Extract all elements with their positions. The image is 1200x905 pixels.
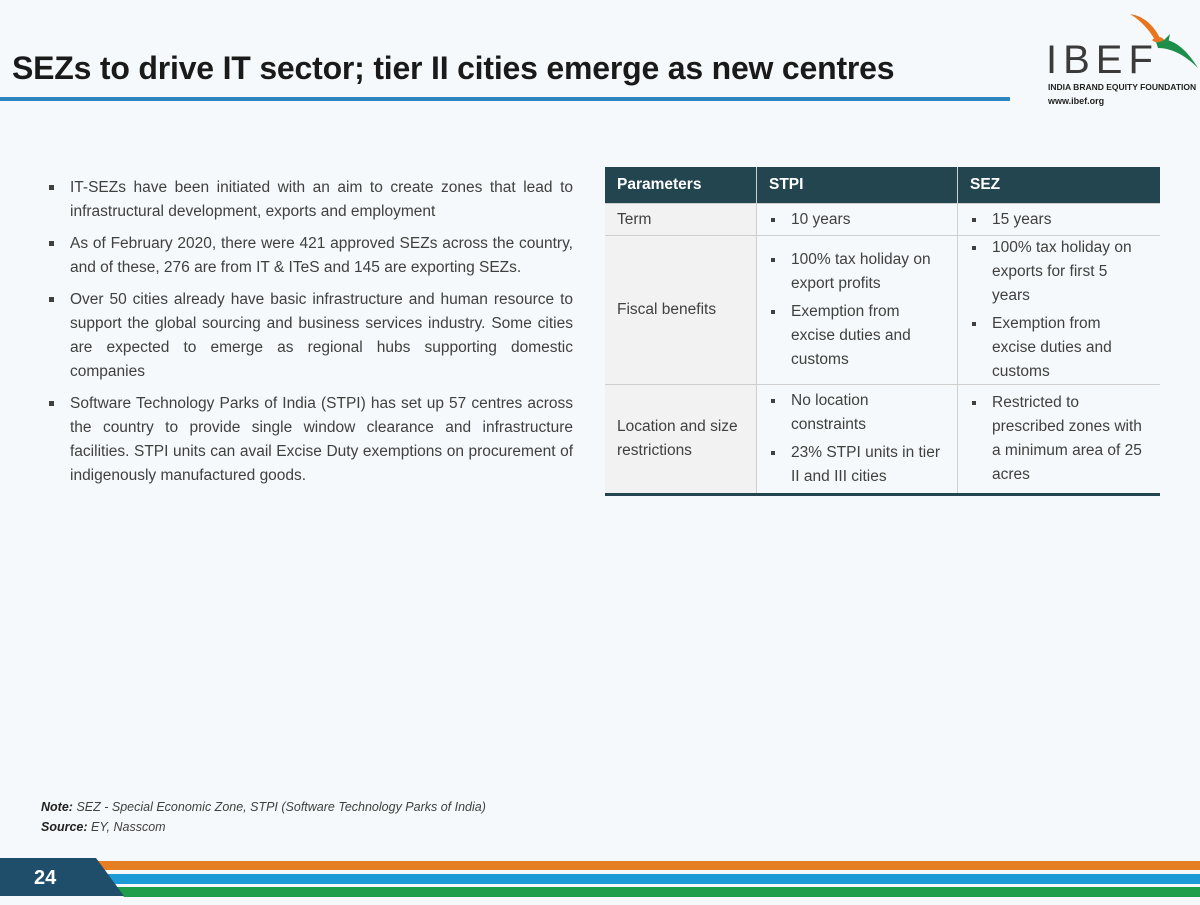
bullet-item: IT-SEZs have been initiated with an aim to create zones that lead to infrastructural development, exports and employment [46,176,573,224]
bullet-square-icon [49,185,54,190]
cell-bullet: 100% tax holiday on export profits [769,248,945,296]
stpi-cell [757,236,958,385]
footnotes [41,797,486,837]
cell-bullet: 10 years [769,208,945,232]
cell-bullet: 15 years [970,208,1148,232]
cell-bullet: 100% tax holiday on exports for first 5 years [970,236,1148,308]
cell-bullet: Restricted to prescribed zones with a minimum area of 25 acres [970,391,1148,487]
sez-cell [958,385,1161,495]
bullet-list [46,176,573,496]
row-param: Location and size restrictions [605,385,757,495]
bullet-square-icon [49,241,54,246]
title-underline [0,97,1010,101]
header-parameters: Parameters [605,167,757,204]
page-title: SEZs to drive IT sector; tier II cities emerge as new centres [12,50,895,86]
page-number: 24 [34,867,57,889]
table-row [605,385,1160,495]
footer-bar [0,858,1200,900]
table-header-row [605,167,1160,204]
stpi-cell [757,385,958,495]
logo-tagline: INDIA BRAND EQUITY FOUNDATION [1048,82,1197,92]
header-sez: SEZ [958,167,1161,204]
bullet-item: As of February 2020, there were 421 approved SEZs across the country, and of these, 276 are from IT & ITeS and 145 are exporting SEZs. [46,232,573,280]
cell-bullet: Exemption from excise duties and customs [769,300,945,372]
cell-bullet: Exemption from excise duties and customs [970,312,1148,384]
source-line: Source: EY, Nasscom [41,820,166,834]
row-param: Term [605,204,757,236]
table-row [605,236,1160,385]
sez-cell [958,236,1161,385]
table-row [605,204,1160,236]
note-line: Note: SEZ - Special Economic Zone, STPI (Software Technology Parks of India) [41,800,486,814]
header-stpi: STPI [757,167,958,204]
cell-bullet: No location constraints [769,389,945,437]
logo-url: www.ibef.org [1048,96,1105,106]
footer-stripes [0,858,1200,900]
logo-wordmark: IBEF [1046,38,1159,82]
bullet-square-icon [49,401,54,406]
bullet-square-icon [49,297,54,302]
row-param: Fiscal benefits [605,236,757,385]
cell-bullet: 23% STPI units in tier II and III cities [769,441,945,489]
bullet-item: Software Technology Parks of India (STPI) has set up 57 centres across the country to provide single window clearance and infrastructure facilities. STPI units can avail Excise Duty exemptions on procurement of indigenously manufactured goods. [46,392,573,488]
stpi-cell [757,204,958,236]
bullet-item: Over 50 cities already have basic infrastructure and human resource to support the global sourcing and business services industry. Some cities are expected to emerge as regional hubs supporting domestic companies [46,288,573,384]
sez-cell [958,204,1161,236]
ibef-logo [1046,12,1200,112]
stpi-sez-comparison-table [605,167,1160,496]
